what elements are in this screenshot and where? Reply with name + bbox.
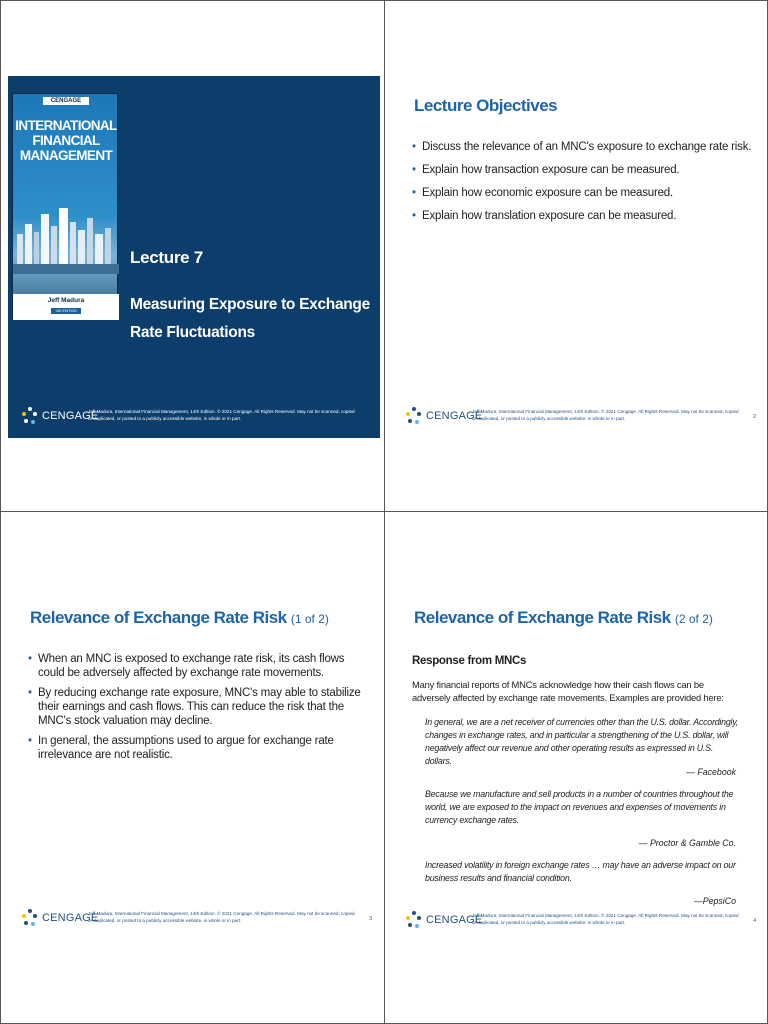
book-cover-image: [12, 93, 118, 319]
page-number: 3: [369, 916, 372, 922]
relevance-list: [28, 652, 363, 768]
quote-source: — Facebook: [686, 767, 736, 777]
cengage-logo: [406, 406, 482, 426]
intro-paragraph: Many financial reports of MNCs acknowledge how their cash flows can be adversely affected by exchange rate movements. Examples are provided here:: [412, 679, 724, 703]
slide-footer: [8, 894, 380, 940]
logo-text: CENGAGE: [426, 410, 483, 422]
lecture-number: Lecture 7: [130, 248, 203, 267]
list-item: • Explain how transaction exposure can be measured.: [412, 163, 752, 177]
copyright-text: Jeff Madura, International Financial Management, 14th Edition. © 2021 Cengage. All Rights Reserved. May not be scanned, copied or duplicated, or posted to a publicly accessible website, in whole or in part.: [472, 409, 739, 421]
slide-2-objectives: [392, 76, 764, 438]
list-item: • In general, the assumptions used to argue for exchange rate irrelevance are not realistic.: [28, 734, 363, 762]
quote-source: —PepsiCo: [693, 896, 736, 906]
lecture-title: Measuring Exposure to Exchange Rate Fluctuations: [130, 296, 370, 341]
cengage-logo: [22, 406, 98, 426]
quote-text: In general, we are a net receiver of currencies other than the U.S. dollar. Accordingly, changes in exchange rates, and in particular a strengthening of the U.S. dollar, will negatively affect our revenue and other operating results as expressed in U.S. dollars.: [425, 717, 739, 766]
quote-text: Because we manufacture and sell products in a number of countries throughout the world, we are exposed to the impact on revenues and expenses of movements in currency exchange rates.: [425, 789, 734, 825]
slide-footer: [392, 392, 764, 438]
slide-title: Relevance of Exchange Rate Risk (2 of 2): [414, 608, 713, 627]
page-number: 4: [753, 918, 756, 924]
copyright-text: Jeff Madura, International Financial Management, 14th Edition. © 2021 Cengage. All Rights Reserved. May not be scanned, copied or duplicated, or posted to a publicly accessible website, in whole or in part.: [88, 409, 355, 421]
city-skyline-icon: [13, 204, 119, 274]
section-heading: Response from MNCs: [412, 655, 527, 667]
book-author: Jeff Madura: [47, 297, 85, 304]
slide-title: Lecture Objectives: [414, 96, 558, 115]
slide-footer: [392, 902, 764, 940]
book-author-band: [13, 294, 119, 320]
logo-text: CENGAGE: [426, 914, 483, 926]
cengage-logo-icon: [22, 407, 38, 425]
copyright-text: Jeff Madura, International Financial Management, 14th Edition. © 2021 Cengage. All Rights Reserved. May not be scanned, copied or duplicated, or posted to a publicly accessible website, in whole or in part.: [472, 913, 739, 925]
cengage-logo-icon: [22, 909, 38, 927]
cengage-logo: [406, 910, 482, 930]
slide-subtitle: (1 of 2): [290, 612, 329, 626]
slide-4-relevance: [392, 578, 764, 940]
objectives-list: [412, 140, 752, 232]
slide-title: Relevance of Exchange Rate Risk (1 of 2): [30, 608, 329, 627]
cengage-logo: [22, 908, 98, 928]
logo-text: CENGAGE: [42, 912, 99, 924]
cengage-logo-icon: [406, 911, 422, 929]
list-item: • Explain how translation exposure can be measured.: [412, 209, 752, 223]
list-item: • By reducing exchange rate exposure, MNC's may able to stabilize their earnings and cash flows. This can reduce the risk that the MNC's stock valuation may decline.: [28, 686, 363, 728]
vertical-divider: [384, 0, 385, 1024]
copyright-text: Jeff Madura, International Financial Management, 14th Edition. © 2021 Cengage. All Rights Reserved. May not be scanned, copied or duplicated, or posted to a publicly accessible website, in whole or in part.: [88, 911, 355, 923]
list-item: • Discuss the relevance of an MNC's exposure to exchange rate risk.: [412, 140, 752, 154]
book-title: INTERNATIONAL FINANCIAL MANAGEMENT: [15, 118, 117, 163]
slide-1-title: [8, 76, 380, 438]
book-brand: CENGAGE: [43, 97, 89, 105]
slide-footer: [8, 392, 380, 438]
quote-source: — Proctor & Gamble Co.: [638, 838, 736, 848]
slide-3-relevance: [8, 578, 380, 940]
quote-text: Increased volatility in foreign exchange rates … may have an adverse impact on our business results and financial condition.: [425, 860, 736, 883]
logo-text: CENGAGE: [42, 410, 99, 422]
book-edition-badge: 14E EDITION: [51, 308, 81, 314]
list-item: • When an MNC is exposed to exchange rate risk, its cash flows could be adversely affected by exchange rate movements.: [28, 652, 363, 680]
page-number: 2: [753, 414, 756, 420]
cengage-logo-icon: [406, 407, 422, 425]
horizontal-divider: [0, 511, 768, 512]
list-item: • Explain how economic exposure can be measured.: [412, 186, 752, 200]
slide-subtitle: (2 of 2): [674, 612, 713, 626]
